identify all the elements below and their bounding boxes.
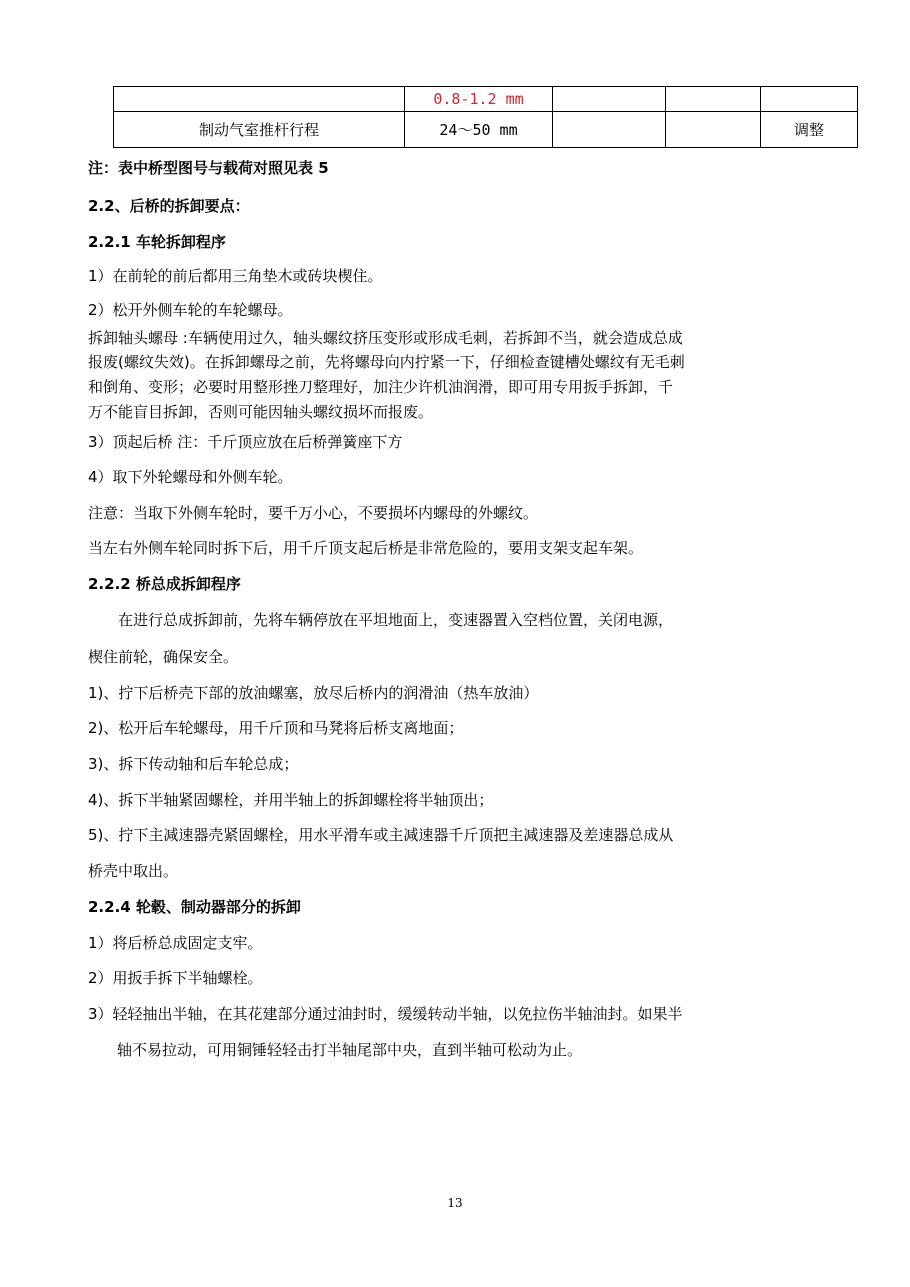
paragraph-line: 和倒角、变形；必要时用整形挫刀整理好，加注少许机油润滑，即可用专用扳手拆卸，千 (88, 378, 674, 396)
table-cell: 24～50 mm (405, 112, 553, 148)
list-item: 1)、拧下后桥壳下部的放油螺塞，放尽后桥内的润滑油（热车放油） (88, 684, 539, 702)
page-number: 13 (447, 1196, 463, 1210)
list-item: 2）松开外侧车轮的车轮螺母。 (88, 301, 293, 319)
section-heading: 2.2.2 桥总成拆卸程序 (88, 575, 241, 593)
table-cell (553, 112, 666, 148)
table-cell (761, 87, 858, 112)
table-cell (666, 112, 761, 148)
table-cell: 0.8-1.2 mm (405, 87, 553, 112)
table-row (114, 112, 858, 148)
list-item: 4）取下外轮螺母和外侧车轮。 (88, 468, 293, 486)
table-note: 注：表中桥型图号与载荷对照见表 5 (88, 159, 329, 177)
table-cell (666, 87, 761, 112)
paragraph-line: 报废(螺纹失效)。在拆卸螺母之前，先将螺母向内拧紧一下，仔细检查键槽处螺纹有无毛刺 (88, 353, 685, 371)
spec-table (113, 86, 858, 148)
list-item-continuation: 轴不易拉动，可用铜锤轻轻击打半轴尾部中央，直到半轴可松动为止。 (117, 1041, 583, 1059)
list-item: 5)、拧下主减速器壳紧固螺栓，用水平滑车或主减速器千斤顶把主减速器及差速器总成从 (88, 826, 674, 844)
list-item: 1）在前轮的前后都用三角垫木或砖块楔住。 (88, 267, 383, 285)
paragraph-line: 在进行总成拆卸前，先将车辆停放在平坦地面上，变速器置入空档位置，关闭电源， (118, 611, 674, 629)
list-item: 2)、松开后车轮螺母，用千斤顶和马凳将后桥支离地面； (88, 719, 464, 737)
table-cell: 制动气室推杆行程 (114, 112, 405, 148)
table-cell (114, 87, 405, 112)
paragraph-line: 万不能盲目拆卸，否则可能因轴头螺纹损坏而报废。 (88, 403, 434, 421)
list-item: 4)、拆下半轴紧固螺栓，并用半轴上的拆卸螺栓将半轴顶出； (88, 791, 494, 809)
list-item-continuation: 桥壳中取出。 (88, 862, 179, 880)
section-heading: 2.2.4 轮毂、制动器部分的拆卸 (88, 898, 301, 916)
paragraph-line: 楔住前轮，确保安全。 (88, 648, 239, 666)
table-cell (553, 87, 666, 112)
list-item: 2）用扳手拆下半轴螺栓。 (88, 969, 263, 987)
list-item: 3)、拆下传动轴和后车轮总成； (88, 755, 299, 773)
table-cell: 调整 (761, 112, 858, 148)
table-row (114, 87, 858, 112)
section-heading: 2.2.1 车轮拆卸程序 (88, 233, 226, 251)
section-heading: 2.2、后桥的拆卸要点： (88, 197, 250, 215)
list-item: 1）将后桥总成固定支牢。 (88, 934, 263, 952)
list-item: 3）顶起后桥 注：千斤顶应放在后桥弹簧座下方 (88, 433, 403, 451)
caution-text: 当左右外侧车轮同时拆下后，用千斤顶支起后桥是非常危险的，要用支架支起车架。 (88, 539, 644, 557)
caution-text: 注意：当取下外侧车轮时，要千万小心，不要损坏内螺母的外螺纹。 (88, 504, 539, 522)
paragraph-line: 拆卸轴头螺母 :车辆使用过久，轴头螺纹挤压变形或形成毛刺，若拆卸不当，就会造成总成 (88, 329, 683, 347)
list-item: 3）轻轻抽出半轴，在其花建部分通过油封时，缓缓转动半轴，以免拉伤半轴油封。如果半 (88, 1005, 683, 1023)
